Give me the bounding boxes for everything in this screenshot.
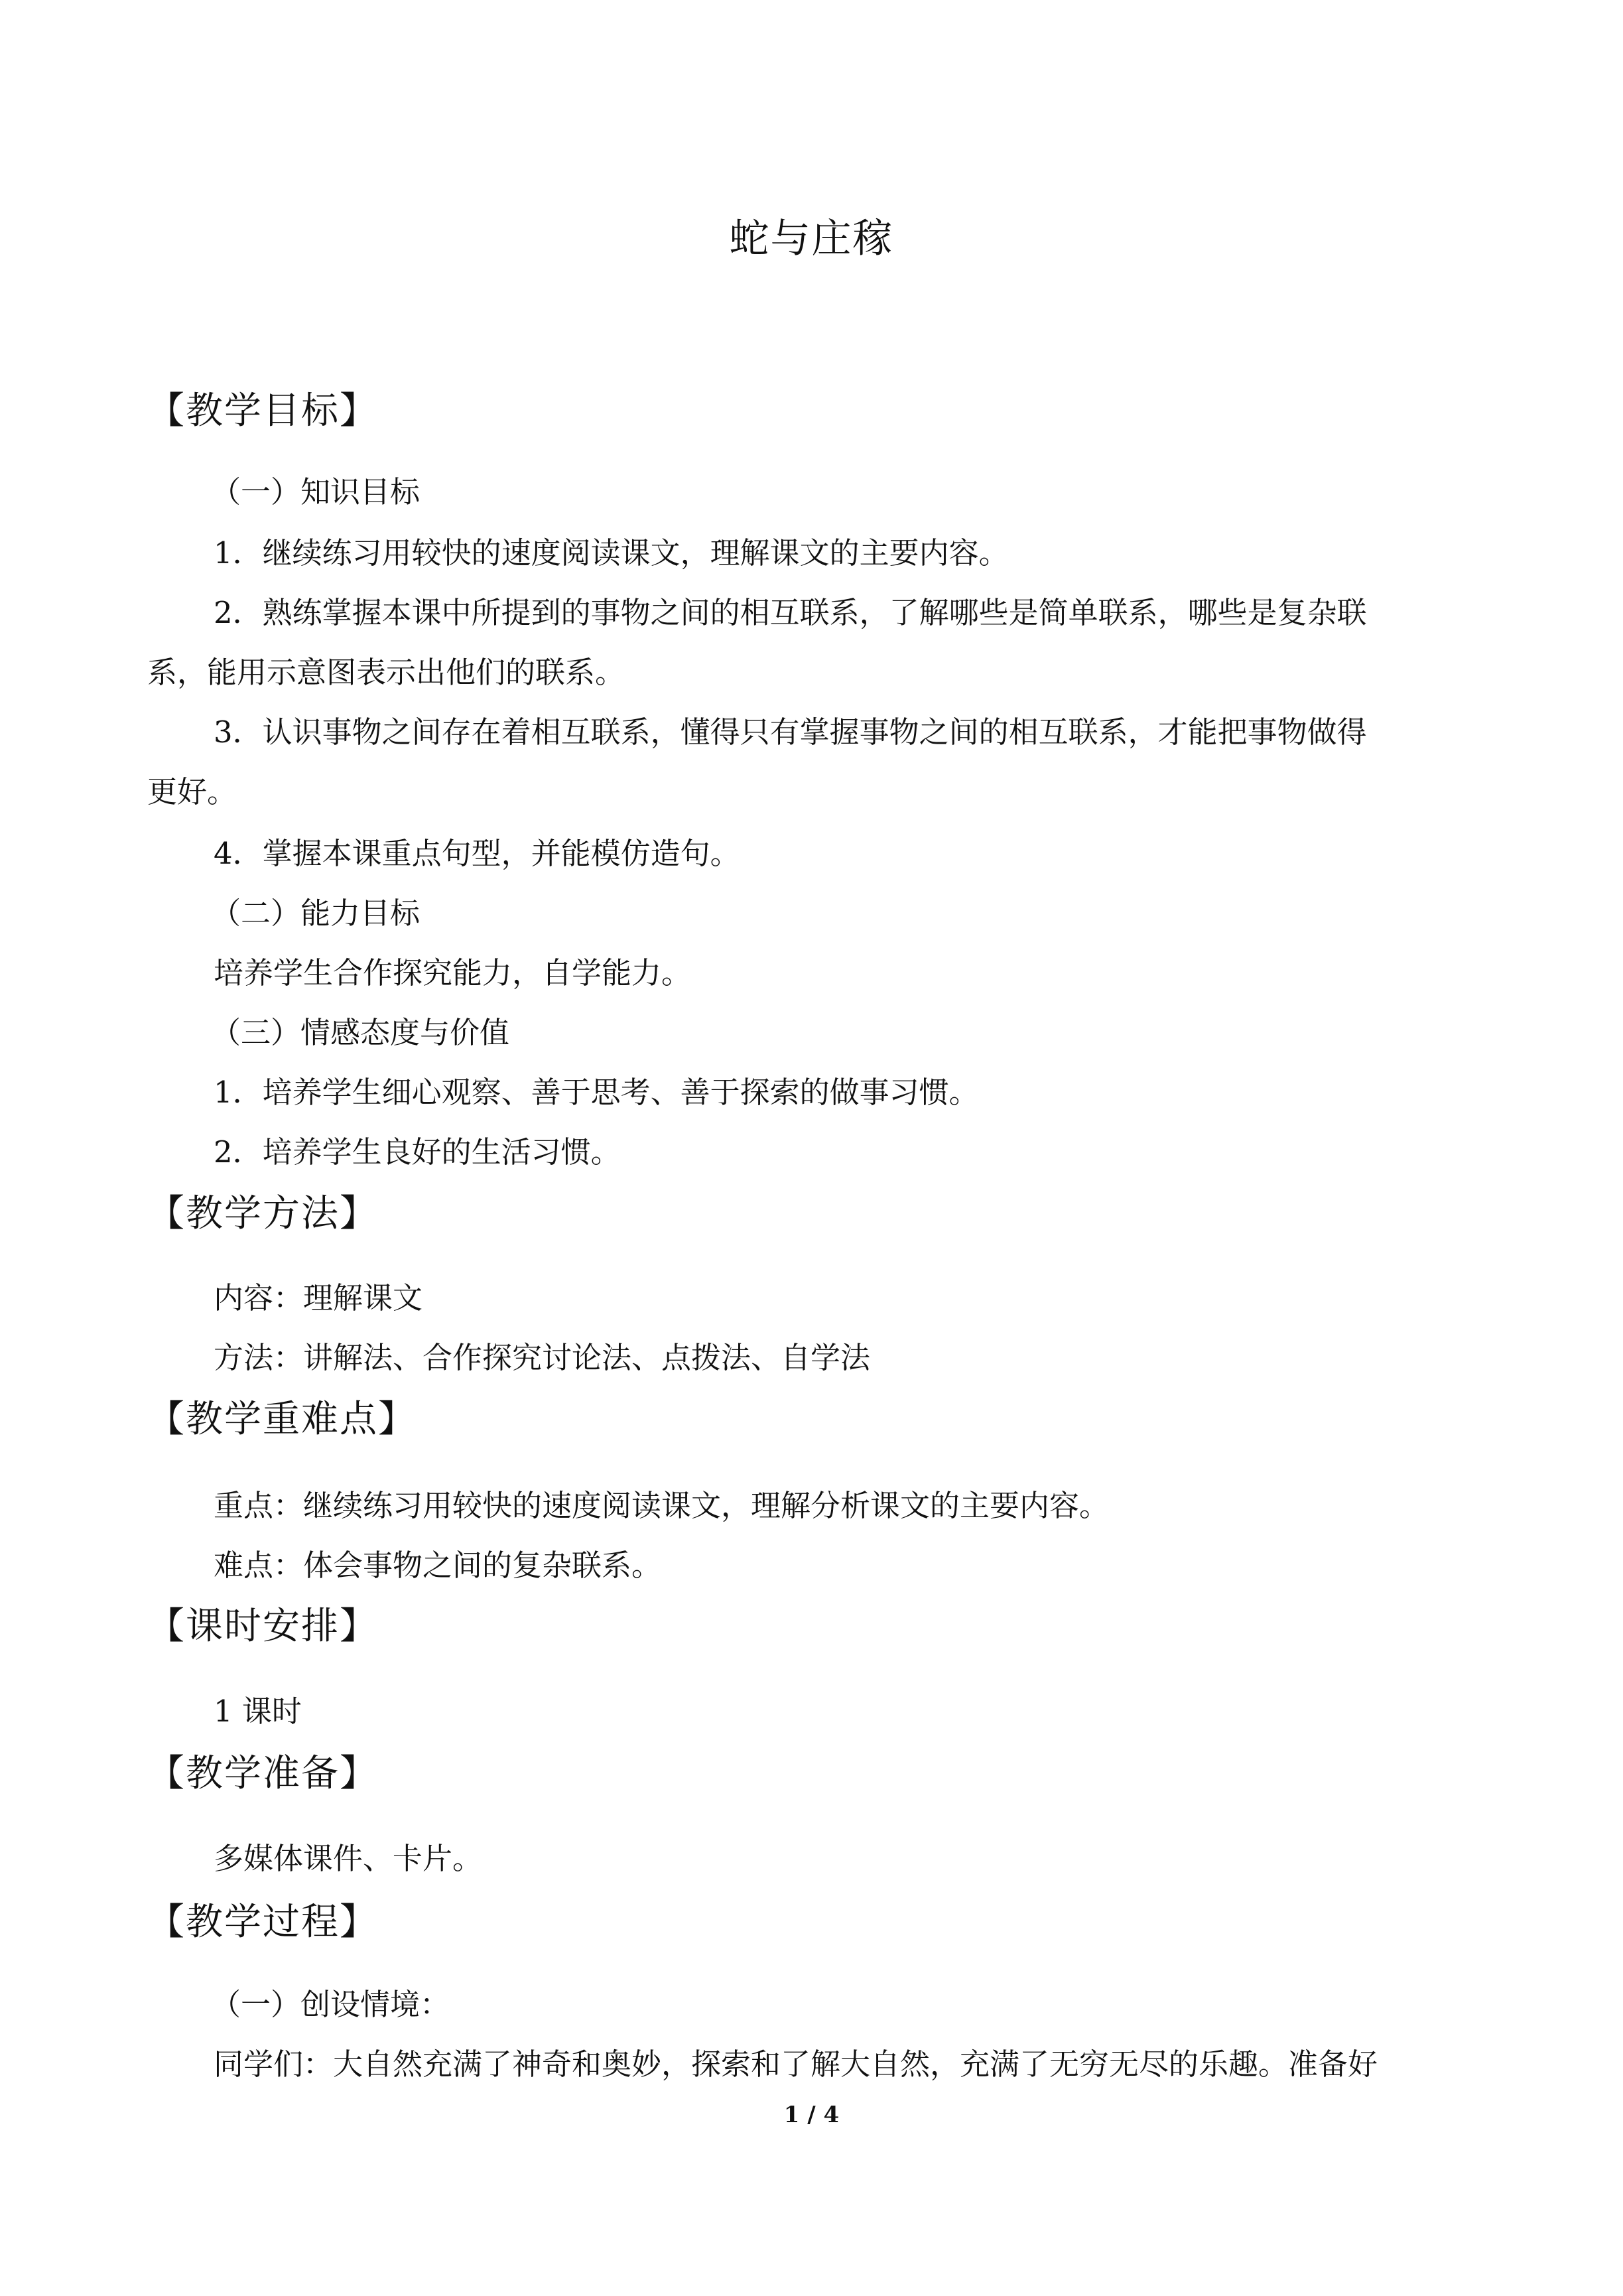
preparation-materials: 多媒体课件、卡片。 bbox=[214, 1841, 483, 1876]
keypoint-key: 重点：继续练习用较快的速度阅读课文，理解分析课文的主要内容。 bbox=[214, 1488, 1110, 1523]
objective-item-4: 4．掌握本课重点句型，并能模仿造句。 bbox=[214, 836, 740, 871]
ability-text: 培养学生合作探究能力，自学能力。 bbox=[214, 955, 692, 990]
process-step-1: （一）创设情境： bbox=[211, 1987, 450, 2022]
objective-item-2-line-1: 2．熟练掌握本课中所提到的事物之间的相互联系，了解哪些是简单联系，哪些是复杂联 bbox=[214, 595, 1367, 630]
heading-keypoints: 【教学重难点】 bbox=[147, 1398, 417, 1441]
objective-item-1: 1．继续练习用较快的速度阅读课文，理解课文的主要内容。 bbox=[214, 535, 1009, 571]
objective-item-3-line-2: 更好。 bbox=[147, 774, 237, 809]
page-number: 1 / 4 bbox=[783, 2102, 840, 2128]
methods-content: 内容：理解课文 bbox=[214, 1280, 423, 1316]
schedule-hours: 1 课时 bbox=[214, 1694, 302, 1729]
methods-list: 方法：讲解法、合作探究讨论法、点拨法、自学法 bbox=[214, 1340, 871, 1375]
objective-item-2-line-2: 系，能用示意图表示出他们的联系。 bbox=[147, 655, 625, 690]
heading-objectives: 【教学目标】 bbox=[147, 389, 378, 433]
subheading-emotion: （三）情感态度与价值 bbox=[211, 1015, 510, 1050]
heading-preparation: 【教学准备】 bbox=[147, 1752, 378, 1795]
document-title: 蛇与庄稼 bbox=[729, 216, 894, 262]
heading-methods: 【教学方法】 bbox=[147, 1192, 378, 1235]
subheading-ability: （二）能力目标 bbox=[211, 896, 421, 931]
keypoint-difficult: 难点：体会事物之间的复杂联系。 bbox=[214, 1548, 662, 1583]
heading-schedule: 【课时安排】 bbox=[147, 1605, 378, 1648]
subheading-knowledge: （一）知识目标 bbox=[211, 474, 421, 509]
emotion-item-1: 1．培养学生细心观察、善于思考、善于探索的做事习惯。 bbox=[214, 1075, 979, 1110]
objective-item-3-line-1: 3．认识事物之间存在着相互联系，懂得只有掌握事物之间的相互联系，才能把事物做得 bbox=[214, 714, 1367, 750]
heading-process: 【教学过程】 bbox=[147, 1901, 378, 1944]
emotion-item-2: 2．培养学生良好的生活习惯。 bbox=[214, 1134, 621, 1170]
process-intro: 同学们：大自然充满了神奇和奥妙，探索和了解大自然，充满了无穷无尽的乐趣。准备好 bbox=[214, 2047, 1378, 2082]
